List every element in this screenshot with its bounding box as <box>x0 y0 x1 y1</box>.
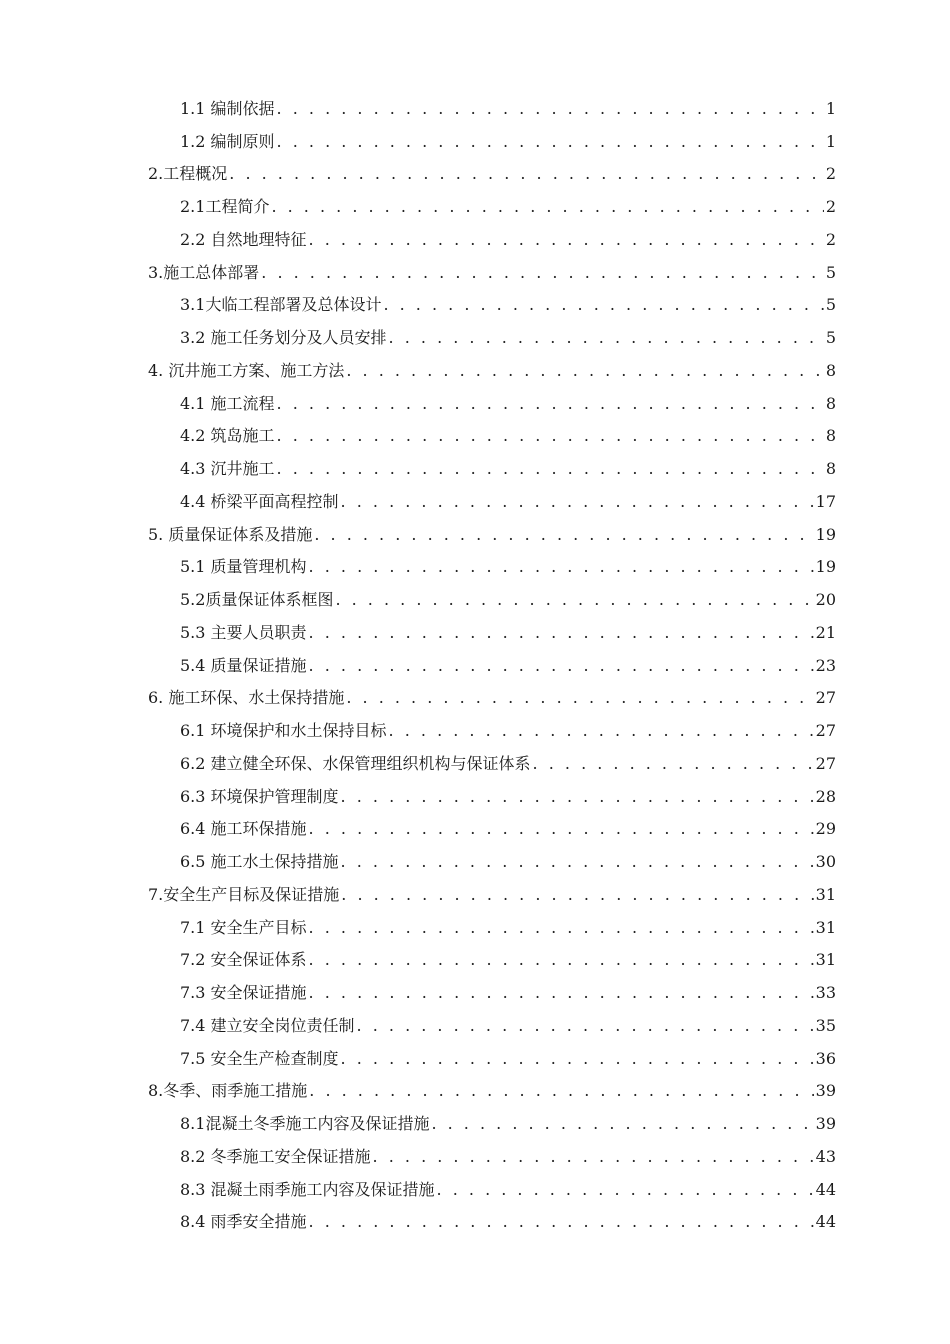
toc-dot-leader <box>357 1016 814 1036</box>
toc-page-number: 39 <box>815 1081 836 1101</box>
toc-page-number: 36 <box>815 1048 836 1068</box>
toc-dot-leader <box>309 623 814 643</box>
toc-page-number: 35 <box>815 1015 836 1035</box>
toc-entry[interactable] <box>148 512 836 545</box>
toc-dot-leader <box>341 852 814 872</box>
toc-entry-title: 6.1 环境保护和水土保持目标 <box>180 721 387 740</box>
toc-entry[interactable] <box>148 708 836 741</box>
toc-page-number: 2 <box>825 229 836 249</box>
toc-page-number: 8 <box>825 426 836 446</box>
toc-dot-leader <box>314 525 813 545</box>
toc-entry-title: 7.4 建立安全岗位责任制 <box>180 1015 355 1035</box>
toc-page-number: 8 <box>825 459 836 478</box>
toc-entry[interactable] <box>148 839 836 872</box>
toc-entry[interactable] <box>148 283 836 316</box>
toc-entry-title: 6.2 建立健全环保、水保管理组织机构与保证体系 <box>180 753 531 773</box>
toc-entry[interactable] <box>148 446 836 479</box>
toc-page-number: 33 <box>815 983 836 1002</box>
toc-page-number: 1 <box>825 98 836 118</box>
toc-entry-title: 3.施工总体部署 <box>148 262 260 282</box>
toc-dot-leader <box>277 99 824 119</box>
toc-page-number: 8 <box>825 393 836 413</box>
toc-dot-leader <box>277 394 824 414</box>
toc-entry-title: 1.2 编制原则 <box>180 131 275 151</box>
toc-entry[interactable] <box>148 545 836 578</box>
toc-page-number: 39 <box>815 1114 836 1133</box>
toc-dot-leader <box>277 132 824 152</box>
toc-entry[interactable] <box>148 86 836 119</box>
toc-page-number: 31 <box>815 950 836 970</box>
toc-entry-title: 7.1 安全生产目标 <box>180 917 307 937</box>
toc-entry-title: 8.冬季、雨季施工措施 <box>148 1081 308 1101</box>
toc-dot-leader <box>389 721 814 741</box>
toc-entry-title: 4. 沉井施工方案、施工方法 <box>148 360 345 380</box>
toc-entry[interactable] <box>148 1134 836 1167</box>
toc-entry[interactable] <box>148 970 836 1003</box>
toc-dot-leader <box>389 328 824 348</box>
toc-dot-leader <box>309 230 824 250</box>
toc-entry[interactable] <box>148 348 836 381</box>
toc-dot-leader <box>373 1147 814 1167</box>
toc-dot-leader <box>341 787 814 807</box>
toc-entry[interactable] <box>148 315 836 348</box>
toc-page-number: 29 <box>815 819 836 839</box>
toc-page-number: 27 <box>815 753 836 773</box>
toc-page-number: 43 <box>815 1146 836 1166</box>
toc-page-number: 28 <box>815 786 836 806</box>
toc-entry-title: 7.3 安全保证措施 <box>180 983 307 1002</box>
toc-entry-title: 6.5 施工水土保持措施 <box>180 852 339 871</box>
toc-entry-title: 8.3 混凝土雨季施工内容及保证措施 <box>180 1179 435 1199</box>
toc-dot-leader <box>309 819 814 839</box>
toc-entry-title: 2.1工程简介 <box>180 197 270 216</box>
toc-dot-leader <box>533 754 814 774</box>
toc-entry[interactable] <box>148 938 836 971</box>
toc-dot-leader <box>309 1081 813 1101</box>
toc-dot-leader <box>309 1212 814 1232</box>
toc-page-number: 23 <box>815 655 836 675</box>
toc-dot-leader <box>383 295 823 315</box>
toc-entry[interactable] <box>148 381 836 414</box>
toc-entry-title: 3.1大临工程部署及总体设计 <box>180 295 382 315</box>
toc-dot-leader <box>341 885 813 905</box>
toc-entry[interactable] <box>148 610 836 643</box>
toc-dot-leader <box>229 164 824 184</box>
toc-dot-leader <box>335 590 813 610</box>
toc-entry-title: 4.3 沉井施工 <box>180 459 275 478</box>
toc-entry-title: 6. 施工环保、水土保持措施 <box>148 688 345 708</box>
toc-dot-leader <box>277 459 824 479</box>
toc-entry[interactable] <box>148 1101 836 1134</box>
toc-entry-title: 8.1混凝土冬季施工内容及保证措施 <box>180 1114 430 1133</box>
toc-entry-title: 6.3 环境保护管理制度 <box>180 786 339 806</box>
toc-entry[interactable] <box>148 643 836 676</box>
toc-entry-title: 6.4 施工环保措施 <box>180 819 307 839</box>
toc-dot-leader <box>341 492 814 512</box>
toc-entry[interactable] <box>148 774 836 807</box>
toc-dot-leader <box>437 1180 814 1200</box>
toc-page-number: 17 <box>815 491 836 511</box>
toc-entry-title: 8.4 雨季安全措施 <box>180 1212 307 1232</box>
toc-entry[interactable] <box>148 119 836 152</box>
toc-entry[interactable] <box>148 479 836 512</box>
toc-entry-title: 4.2 筑岛施工 <box>180 426 275 446</box>
toc-entry-title: 4.1 施工流程 <box>180 393 275 413</box>
toc-page-number: 27 <box>815 721 836 740</box>
toc-entry-title: 5.3 主要人员职责 <box>180 622 307 642</box>
toc-entry[interactable] <box>148 807 836 840</box>
toc-page-number: 2 <box>825 197 836 216</box>
toc-entry[interactable] <box>148 676 836 709</box>
toc-page-number: 19 <box>815 524 836 544</box>
toc-dot-leader <box>431 1114 813 1134</box>
toc-entry[interactable] <box>148 905 836 938</box>
toc-page-number: 44 <box>815 1179 836 1199</box>
table-of-contents <box>148 86 836 1232</box>
toc-page-number: 19 <box>815 557 836 577</box>
toc-entry-title: 3.2 施工任务划分及人员安排 <box>180 328 387 347</box>
toc-page-number: 21 <box>815 622 836 642</box>
toc-entry[interactable] <box>148 1167 836 1200</box>
toc-entry-title: 5. 质量保证体系及措施 <box>148 524 313 544</box>
toc-dot-leader <box>309 557 814 577</box>
toc-entry-title: 5.4 质量保证措施 <box>180 655 307 675</box>
toc-page-number: 5 <box>825 262 836 282</box>
toc-entry[interactable] <box>148 1036 836 1069</box>
toc-dot-leader <box>261 263 824 283</box>
toc-dot-leader <box>309 656 814 676</box>
toc-dot-leader <box>309 950 814 970</box>
toc-entry-title: 1.1 编制依据 <box>180 98 275 118</box>
toc-dot-leader <box>346 361 823 381</box>
toc-page-number: 5 <box>825 328 836 347</box>
toc-page-number: 8 <box>825 360 836 380</box>
toc-dot-leader <box>341 1049 814 1069</box>
toc-dot-leader <box>309 918 814 938</box>
toc-page-number: 31 <box>815 917 836 937</box>
toc-entry[interactable] <box>148 1069 836 1102</box>
toc-entry-title: 4.4 桥梁平面高程控制 <box>180 491 339 511</box>
toc-page-number: 2 <box>825 164 836 184</box>
toc-page-number: 20 <box>815 590 836 609</box>
toc-page-number: 31 <box>815 884 836 904</box>
toc-entry[interactable] <box>148 1003 836 1036</box>
toc-entry[interactable] <box>148 577 836 610</box>
toc-entry[interactable] <box>148 1200 836 1233</box>
toc-entry[interactable] <box>148 414 836 447</box>
toc-entry-title: 2.工程概况 <box>148 164 228 184</box>
toc-entry-title: 7.5 安全生产检查制度 <box>180 1048 339 1068</box>
toc-entry-title: 7.安全生产目标及保证措施 <box>148 884 340 904</box>
toc-page-number: 27 <box>815 688 836 708</box>
toc-dot-leader <box>346 688 813 708</box>
toc-page-number: 44 <box>815 1212 836 1232</box>
toc-dot-leader <box>271 197 823 217</box>
toc-entry[interactable] <box>148 872 836 905</box>
toc-page-number: 1 <box>825 131 836 151</box>
toc-dot-leader <box>277 426 824 446</box>
toc-dot-leader <box>309 983 814 1003</box>
toc-entry-title: 5.2质量保证体系框图 <box>180 590 334 609</box>
toc-entry[interactable] <box>148 184 836 217</box>
toc-page-number: 5 <box>825 295 836 315</box>
toc-entry-title: 7.2 安全保证体系 <box>180 950 307 970</box>
toc-entry[interactable] <box>148 217 836 250</box>
toc-entry-title: 5.1 质量管理机构 <box>180 557 307 577</box>
toc-entry[interactable] <box>148 152 836 185</box>
toc-entry[interactable] <box>148 250 836 283</box>
toc-entry[interactable] <box>148 741 836 774</box>
toc-entry-title: 2.2 自然地理特征 <box>180 229 307 249</box>
toc-page-number: 30 <box>815 852 836 871</box>
toc-entry-title: 8.2 冬季施工安全保证措施 <box>180 1146 371 1166</box>
